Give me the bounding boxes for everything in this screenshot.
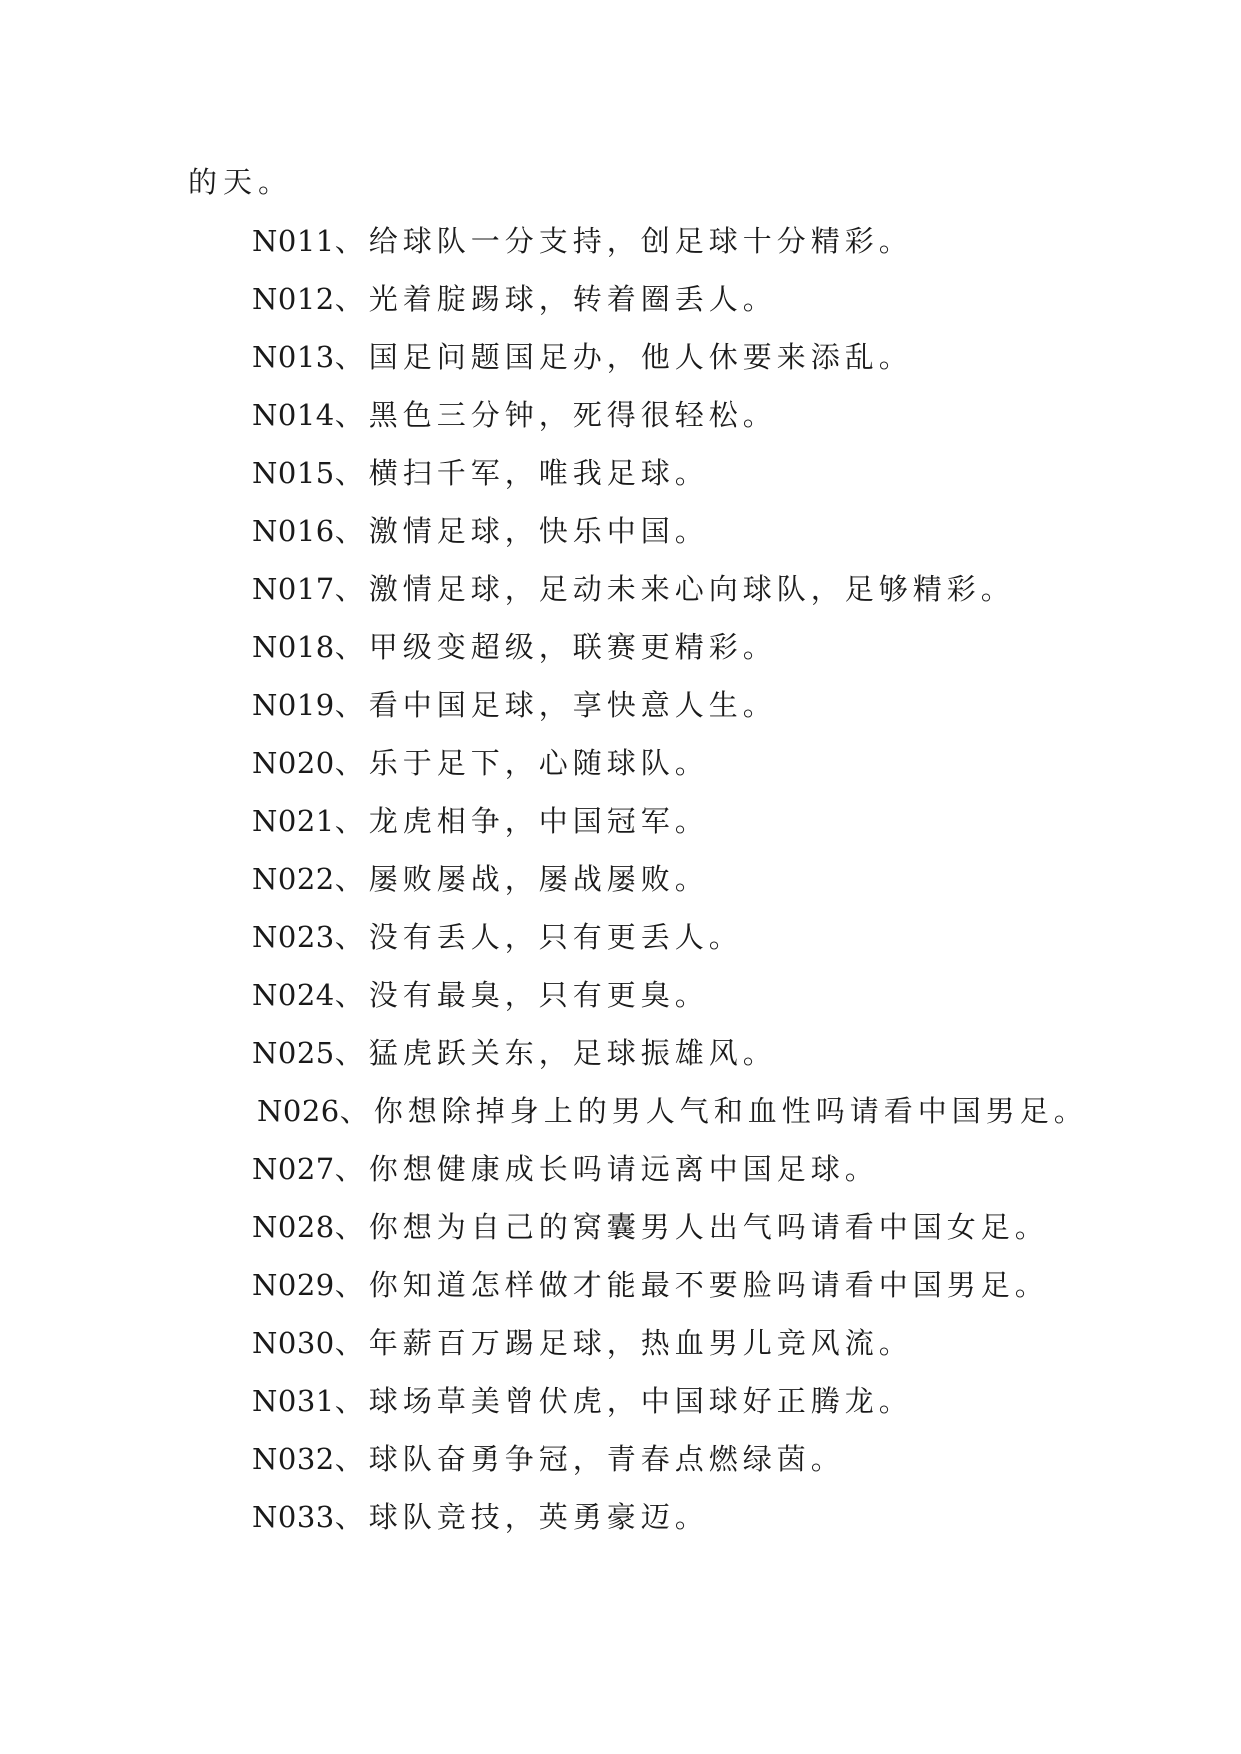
slogan-text: 、激情足球，快乐中国。 (334, 514, 709, 548)
slogan-item (252, 917, 1088, 975)
slogan-text: 、你想除掉身上的男人气和血性吗请看中国男足。 (339, 1094, 1088, 1128)
slogan-text: 、猛虎跃关东，足球振雄风。 (334, 1036, 777, 1070)
slogan-text: 、你知道怎样做才能最不要脸吗请看中国男足。 (334, 1268, 1049, 1302)
slogan-text: 、你想健康成长吗请远离中国足球。 (334, 1152, 879, 1186)
slogan-code: N013 (252, 340, 335, 374)
slogan-text: 、甲级变超级，联赛更精彩。 (334, 630, 777, 664)
slogan-text: 、球场草美曾伏虎，中国球好正腾龙。 (334, 1384, 913, 1418)
slogan-code: N032 (252, 1442, 335, 1476)
slogan-item (252, 1265, 1088, 1323)
slogan-code: N027 (252, 1152, 335, 1186)
slogan-item (252, 1497, 1088, 1555)
slogan-text: 、球队竞技，英勇豪迈。 (334, 1500, 709, 1534)
slogan-text: 、龙虎相争，中国冠军。 (334, 804, 709, 838)
slogan-text: 、光着腚踢球，转着圈丢人。 (334, 282, 777, 316)
slogan-item (252, 221, 1088, 279)
slogan-item (252, 1439, 1088, 1497)
slogan-item (252, 743, 1088, 801)
slogan-code: N028 (252, 1210, 335, 1244)
slogan-item (252, 1207, 1088, 1265)
slogan-code: N018 (252, 630, 335, 664)
slogan-item (252, 279, 1088, 337)
slogan-text: 、黑色三分钟，死得很轻松。 (334, 398, 777, 432)
slogan-code: N019 (252, 688, 335, 722)
slogan-item (252, 1033, 1088, 1091)
slogan-text: 、没有丢人，只有更丢人。 (334, 920, 743, 954)
slogan-code: N026 (257, 1094, 340, 1128)
slogan-text: 、横扫千军，唯我足球。 (334, 456, 709, 490)
slogan-item (252, 859, 1088, 917)
slogan-text: 、看中国足球，享快意人生。 (334, 688, 777, 722)
slogan-code: N011 (252, 224, 335, 258)
slogan-text: 、激情足球，足动未来心向球队，足够精彩。 (334, 572, 1015, 606)
slogan-item (252, 1323, 1088, 1381)
slogan-text: 、你想为自己的窝囊男人出气吗请看中国女足。 (334, 1210, 1049, 1244)
slogan-item (252, 1381, 1088, 1439)
slogan-item (252, 1149, 1088, 1207)
slogan-code: N021 (252, 804, 335, 838)
slogan-code: N025 (252, 1036, 335, 1070)
slogan-code: N023 (252, 920, 335, 954)
slogan-text: 、国足问题国足办，他人休要来添乱。 (334, 340, 913, 374)
slogan-code: N015 (252, 456, 335, 490)
slogan-item (252, 337, 1088, 395)
slogan-item (252, 1091, 1088, 1149)
slogan-code: N022 (252, 862, 335, 896)
slogan-item (252, 395, 1088, 453)
slogan-code: N030 (252, 1326, 335, 1360)
slogan-item (252, 975, 1088, 1033)
slogan-list (252, 221, 1088, 1555)
slogan-item (252, 627, 1088, 685)
slogan-item (252, 569, 1088, 627)
continuation-text: 的天。 (188, 165, 294, 199)
slogan-code: N017 (252, 572, 335, 606)
slogan-item (252, 801, 1088, 859)
slogan-code: N031 (252, 1384, 335, 1418)
slogan-code: N033 (252, 1500, 335, 1534)
slogan-text: 、给球队一分支持，创足球十分精彩。 (334, 224, 913, 258)
slogan-code: N012 (252, 282, 335, 316)
slogan-text: 、球队奋勇争冠，青春点燃绿茵。 (334, 1442, 845, 1476)
slogan-text: 、没有最臭，只有更臭。 (334, 978, 709, 1012)
slogan-item (252, 453, 1088, 511)
slogan-code: N014 (252, 398, 335, 432)
slogan-item (252, 685, 1088, 743)
slogan-item (252, 511, 1088, 569)
slogan-text: 、屡败屡战，屡战屡败。 (334, 862, 709, 896)
slogan-text: 、年薪百万踢足球，热血男儿竞风流。 (334, 1326, 913, 1360)
slogan-code: N016 (252, 514, 335, 548)
slogan-code: N024 (252, 978, 335, 1012)
slogan-text: 、乐于足下，心随球队。 (334, 746, 709, 780)
slogan-code: N029 (252, 1268, 335, 1302)
slogan-code: N020 (252, 746, 335, 780)
